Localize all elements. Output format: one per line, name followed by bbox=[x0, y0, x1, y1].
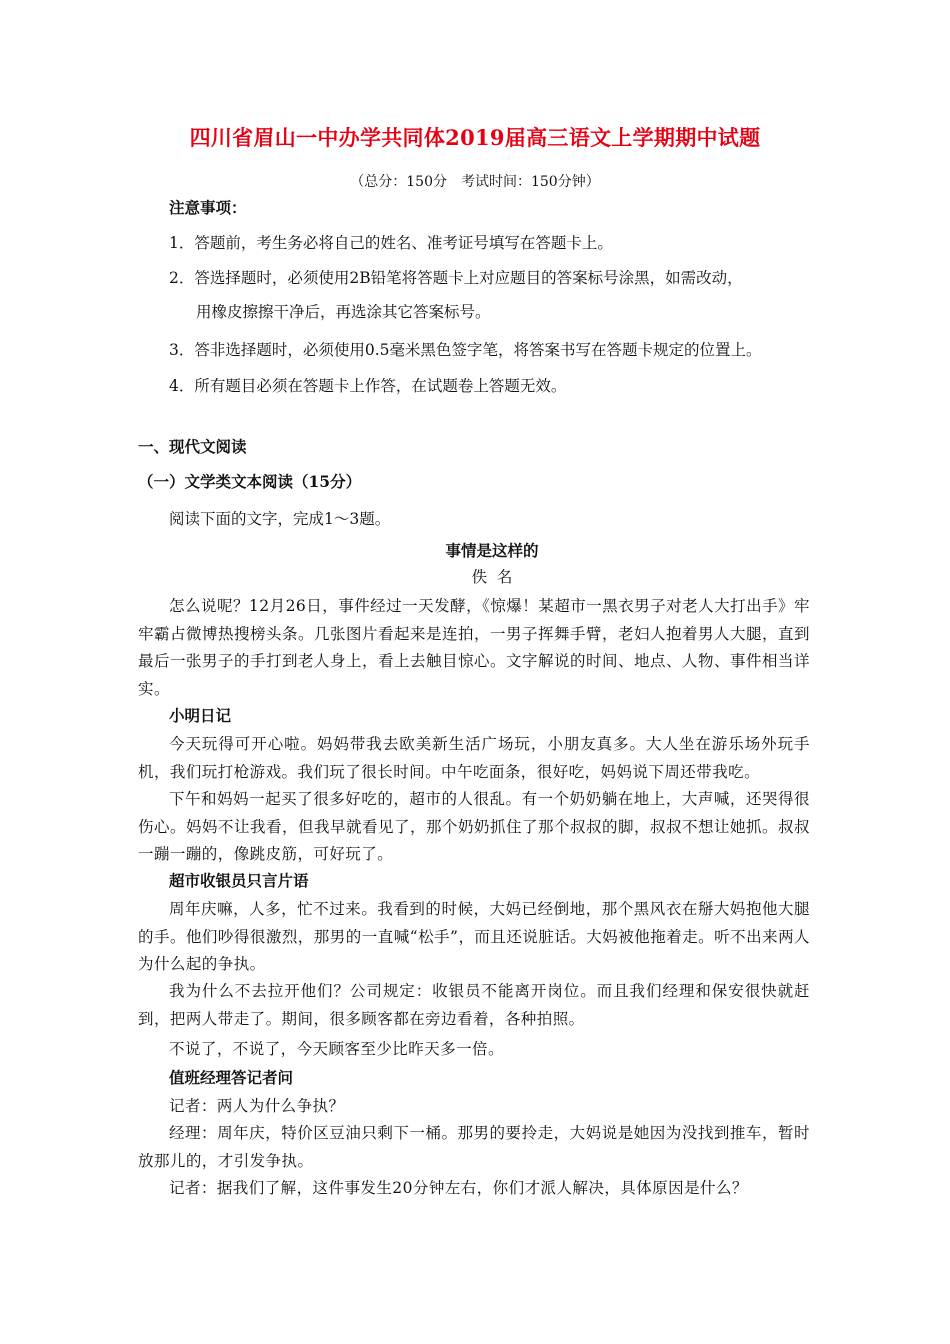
notice-item: 1．答题前，考生务必将自己的姓名、准考证号填写在答题卡上。 bbox=[169, 234, 613, 252]
exam-info: （总分：150分 考试时间：150分钟） bbox=[350, 174, 600, 190]
article-paragraph: 怎么说呢？12月26日，事件经过一天发酵，《惊爆！某超市一黑衣男子对老人大打出手》牢牢霸占微博热搜榜头条。几张图片看起来是连拍，一男子挥舞手臂，老妇人抱着男人大腿，直到最后一张男子的手打到老人身上，看上去触目惊心。文字解说的时间、地点、人物、事件相当详实。 bbox=[138, 597, 810, 698]
notice-item: 3．答非选择题时，必须使用0.5毫米黑色签字笔，将答案书写在答题卡规定的位置上。 bbox=[169, 341, 762, 359]
section-heading: 一、现代文阅读 bbox=[138, 437, 247, 456]
article-subhead: 小明日记 bbox=[169, 706, 232, 725]
article-paragraph: 记者：两人为什么争执？ bbox=[169, 1097, 345, 1115]
article-paragraph: 记者：据我们了解，这件事发生20分钟左右，你们才派人解决，具体原因是什么？ bbox=[169, 1179, 748, 1197]
article-paragraph: 经理：周年庆，特价区豆油只剩下一桶。那男的要拎走，大妈说是她因为没找到推车，暂时放那儿的，才引发争执。 bbox=[138, 1124, 810, 1170]
article-paragraph: 今天玩得可开心啦。妈妈带我去欧美新生活广场玩，小朋友真多。大人坐在游乐场外玩手机，我们玩打枪游戏。我们玩了很长时间。中午吃面条，很好吃，妈妈说下周还带我吃。 bbox=[138, 735, 810, 781]
article-paragraph: 我为什么不去拉开他们？公司规定：收银员不能离开岗位。而且我们经理和保安很快就赶到，把两人带走了。期间，很多顾客都在旁边看着，各种拍照。 bbox=[138, 982, 810, 1028]
section-subheading: （一）文学类文本阅读（15分） bbox=[138, 472, 362, 491]
notice-heading: 注意事项： bbox=[169, 198, 247, 217]
reading-instruction: 阅读下面的文字，完成1～3题。 bbox=[169, 510, 391, 528]
article-subhead: 值班经理答记者问 bbox=[169, 1068, 294, 1087]
notice-item: 4．所有题目必须在答题卡上作答，在试题卷上答题无效。 bbox=[169, 377, 567, 395]
article-paragraph: 周年庆嘛，人多，忙不过来。我看到的时候，大妈已经倒地，那个黑风衣在掰大妈抱他大腿的手。他们吵得很激烈，那男的一直喊“松手”，而且还说脏话。大妈被他拖着走。听不出来两人为什么起的争执。 bbox=[138, 900, 810, 974]
page-title: 四川省眉山一中办学共同体2019届高三语文上学期期中试题 bbox=[189, 125, 761, 150]
article-paragraph: 不说了，不说了，今天顾客至少比昨天多一倍。 bbox=[169, 1040, 504, 1058]
notice-item: 2．答选择题时，必须使用2B铅笔将答题卡上对应题目的答案标号涂黑，如需改动， bbox=[169, 269, 743, 287]
article-author: 佚 名 bbox=[471, 568, 513, 586]
article-paragraph: 下午和妈妈一起买了很多好吃的，超市的人很乱。有一个奶奶躺在地上，大声喊，还哭得很伤心。妈妈不让我看，但我早就看见了，那个奶奶抓住了那个叔叔的脚，叔叔不想让她抓。叔叔一蹦一蹦的，像跳皮筋，可好玩了。 bbox=[138, 790, 810, 864]
article-subhead: 超市收银员只言片语 bbox=[169, 871, 309, 890]
article-title: 事情是这样的 bbox=[445, 541, 539, 560]
notice-item-continued: 用橡皮擦擦干净后，再选涂其它答案标号。 bbox=[196, 303, 491, 321]
